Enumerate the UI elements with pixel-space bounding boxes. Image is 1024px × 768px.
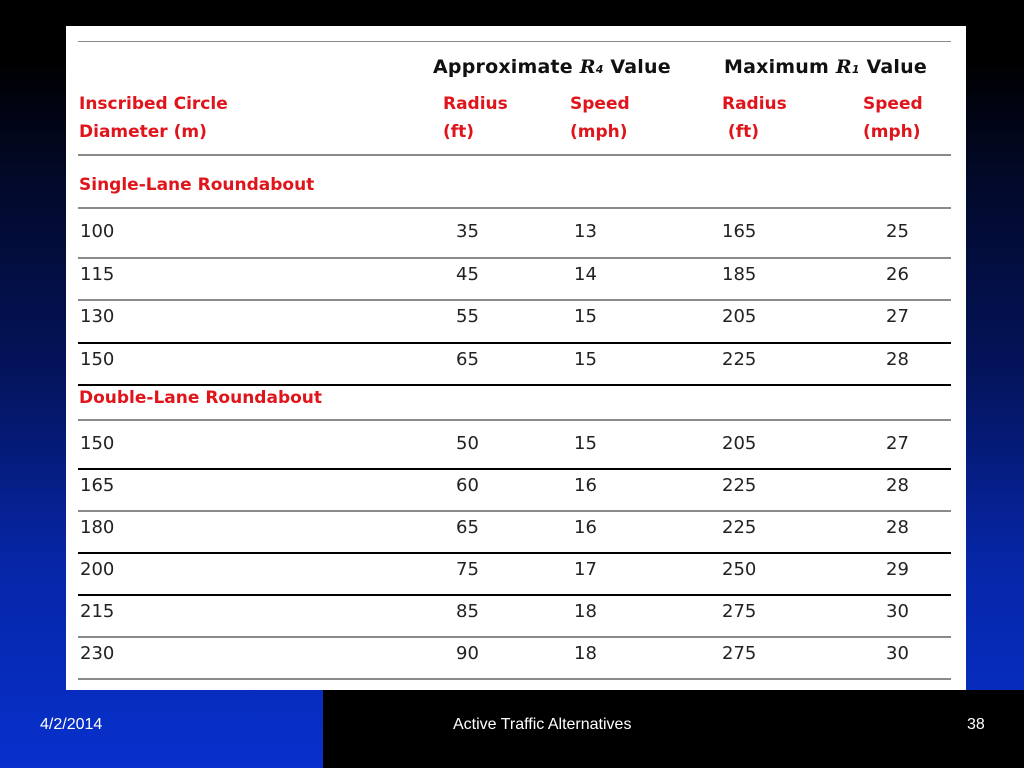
col-header-line: Radius bbox=[443, 94, 508, 114]
table-cell: 75 bbox=[456, 559, 479, 580]
header-rule bbox=[78, 154, 951, 156]
table-cell: 28 bbox=[886, 517, 909, 538]
table-cell: 25 bbox=[886, 221, 909, 242]
table-cell: 27 bbox=[886, 433, 909, 454]
col-header-line: Inscribed Circle bbox=[79, 94, 228, 114]
approximate-r4-header bbox=[433, 56, 671, 78]
table-cell: 35 bbox=[456, 221, 479, 242]
table-top-rule bbox=[78, 41, 951, 42]
table-cell: 100 bbox=[80, 221, 115, 242]
col-header-line: (mph) bbox=[863, 122, 921, 142]
table-cell: 65 bbox=[456, 517, 479, 538]
table-cell: 215 bbox=[80, 601, 115, 622]
row-rule bbox=[78, 552, 951, 554]
table-cell: 275 bbox=[722, 643, 757, 664]
row-rule bbox=[78, 678, 951, 680]
table-cell: 165 bbox=[722, 221, 757, 242]
table-cell: 16 bbox=[574, 517, 597, 538]
table-cell: 26 bbox=[886, 263, 909, 285]
table-cell: 14 bbox=[574, 263, 597, 285]
row-rule bbox=[78, 468, 951, 470]
section-title-single-lane: Single-Lane Roundabout bbox=[79, 175, 315, 195]
table-cell: 130 bbox=[80, 306, 115, 327]
table-cell: 30 bbox=[886, 643, 909, 664]
table-cell: 17 bbox=[574, 559, 597, 580]
table-cell: 18 bbox=[574, 643, 597, 664]
table-cell: 55 bbox=[456, 306, 479, 327]
footer-page-number: 38 bbox=[967, 716, 985, 733]
table-cell: 15 bbox=[574, 348, 597, 370]
table-cell: 115 bbox=[80, 263, 115, 285]
r-symbol: R bbox=[579, 56, 596, 78]
row-rule bbox=[78, 299, 951, 301]
col-header-r1-speed bbox=[863, 90, 923, 146]
row-rule bbox=[78, 257, 951, 259]
footer-title: Active Traffic Alternatives bbox=[453, 716, 632, 733]
table-cell: 28 bbox=[886, 475, 909, 496]
table-cell: 13 bbox=[574, 221, 597, 242]
col-header-diameter bbox=[79, 90, 228, 146]
table-cell: 28 bbox=[886, 348, 909, 370]
table-cell: 185 bbox=[722, 263, 757, 285]
section-rule bbox=[78, 419, 951, 421]
table-cell: 250 bbox=[722, 559, 757, 580]
col-header-r1-radius bbox=[722, 90, 787, 146]
table-cell: 85 bbox=[456, 601, 479, 622]
row-rule bbox=[78, 510, 951, 512]
table-cell: 205 bbox=[722, 306, 757, 327]
table-cell: 225 bbox=[722, 475, 757, 496]
table-cell: 90 bbox=[456, 643, 479, 664]
footer-date: 4/2/2014 bbox=[40, 716, 103, 733]
col-header-line: Speed bbox=[863, 94, 923, 114]
table-cell: 225 bbox=[722, 517, 757, 538]
table-cell: 50 bbox=[456, 433, 479, 454]
col-header-r4-radius bbox=[443, 90, 508, 146]
col-header-line: (ft) bbox=[722, 122, 759, 142]
col-header-line: (mph) bbox=[570, 122, 628, 142]
roundabout-table bbox=[66, 26, 966, 690]
col-header-line: Speed bbox=[570, 94, 630, 114]
table-cell: 180 bbox=[80, 517, 115, 538]
section-rule bbox=[78, 207, 951, 209]
table-cell: 165 bbox=[80, 475, 115, 496]
table-cell: 16 bbox=[574, 475, 597, 496]
row-rule bbox=[78, 636, 951, 638]
col-header-line: (ft) bbox=[443, 122, 475, 142]
table-cell: 275 bbox=[722, 601, 757, 622]
table-cell: 15 bbox=[574, 306, 597, 327]
subscript-4: 4 bbox=[595, 63, 604, 76]
approximate-label: Approximate bbox=[433, 56, 580, 78]
table-cell: 29 bbox=[886, 559, 909, 580]
table-cell: 205 bbox=[722, 433, 757, 454]
value-suffix: Value bbox=[603, 56, 671, 78]
row-rule bbox=[78, 384, 951, 386]
table-cell: 45 bbox=[456, 263, 479, 285]
subscript-1: 1 bbox=[851, 63, 860, 76]
table-cell: 60 bbox=[456, 475, 479, 496]
col-header-line: Radius bbox=[722, 94, 787, 114]
table-cell: 200 bbox=[80, 559, 115, 580]
maximum-r1-header bbox=[724, 56, 927, 78]
footer-bar bbox=[323, 690, 1024, 768]
table-cell: 18 bbox=[574, 601, 597, 622]
table-cell: 15 bbox=[574, 433, 597, 454]
row-rule bbox=[78, 594, 951, 596]
value-suffix: Value bbox=[859, 56, 927, 78]
row-rule bbox=[78, 342, 951, 344]
table-cell: 230 bbox=[80, 643, 115, 664]
table-cell: 150 bbox=[80, 433, 115, 454]
maximum-label: Maximum bbox=[724, 56, 836, 78]
table-cell: 225 bbox=[722, 348, 757, 370]
table-cell: 150 bbox=[80, 348, 115, 370]
col-header-line: Diameter (m) bbox=[79, 122, 207, 142]
table-cell: 27 bbox=[886, 306, 909, 327]
col-header-r4-speed bbox=[570, 90, 630, 146]
section-title-double-lane: Double-Lane Roundabout bbox=[79, 388, 323, 408]
table-cell: 30 bbox=[886, 601, 909, 622]
r-symbol: R bbox=[835, 56, 852, 78]
table-cell: 65 bbox=[456, 348, 479, 370]
